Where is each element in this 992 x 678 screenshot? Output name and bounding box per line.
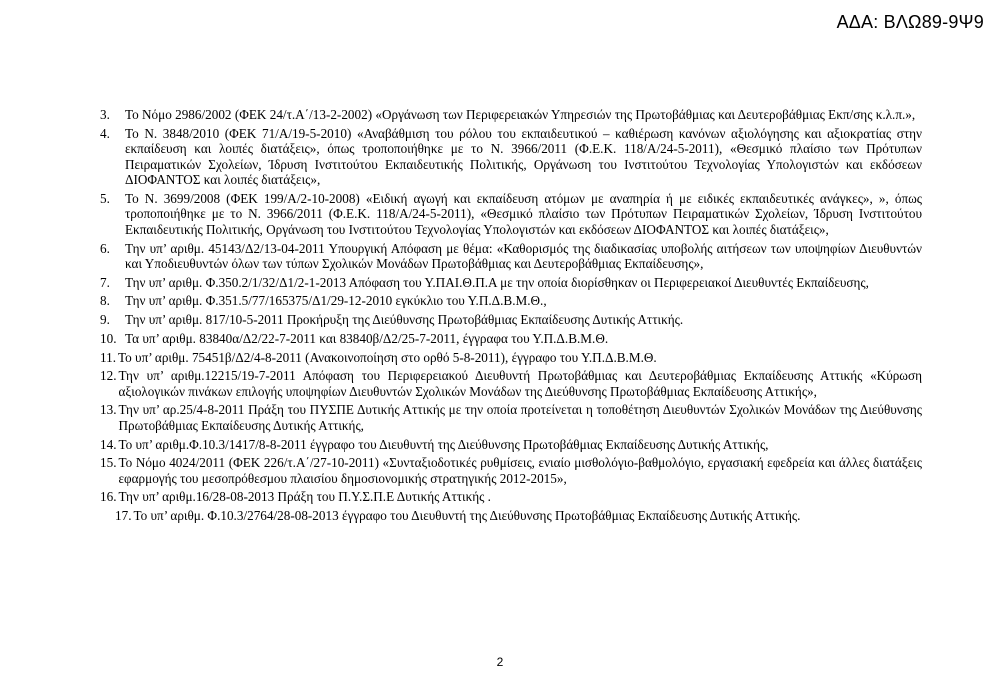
list-item xyxy=(100,455,922,486)
item-text: Την υπ’ αριθμ.16/28-08-2013 Πράξη του Π.Υ.Σ.Π.Ε Δυτικής Αττικής . xyxy=(118,489,491,505)
item-text: Την υπ’ αριθμ. 817/10-5-2011 Προκήρυξη της Διεύθυνσης Πρωτοβάθμιας Εκπαίδευσης Δυτικής Αττικής. xyxy=(125,312,684,328)
list-item xyxy=(100,402,922,433)
item-text: Την υπ’ αριθμ. Φ.350.2/1/32/Δ1/2-1-2013 Απόφαση του Υ.ΠΑΙ.Θ.Π.Α με την οποία διορίσθηκαν οι Περιφερειακοί Διευθυντές Εκπαίδευσης, xyxy=(125,274,869,290)
list-item xyxy=(100,191,922,238)
list-item xyxy=(100,350,922,366)
item-text: Το Νόμο 4024/2011 (ΦΕΚ 226/τ.Α΄/27-10-2011) «Συνταξιοδοτικές ρυθμίσεις, ενιαίο μισθολόγιο-βαθμολόγιο, εργασιακή εφεδρεία και άλλες διατάξεις εφαρμογής του μεσοπρόθεσμου πλαισίου δημοσιονομικής στρατηγικής 2012-2015», xyxy=(118,455,922,486)
list-item xyxy=(100,293,922,309)
item-number: 13. xyxy=(100,402,117,418)
item-number: 7. xyxy=(100,274,110,290)
item-text: Το υπ’ αριθμ. 75451β/Δ2/4-8-2011 (Ανακοινοποίηση στο ορθό 5-8-2011), έγγραφο του Υ.Π.Δ.Β.Μ.Θ. xyxy=(118,349,657,365)
item-number: 3. xyxy=(100,107,110,122)
page-number: 2 xyxy=(496,655,504,669)
item-number: 17. xyxy=(115,508,132,524)
item-number: 5. xyxy=(100,190,110,206)
item-text: Την υπ’ αριθμ. 45143/Δ2/13-04-2011 Υπουργική Απόφαση με θέμα: «Καθορισμός της διαδικασίας υποβολής αιτήσεων των υποψηφίων Διευθυντών και Υποδιευθυντών όλων των τύπων Σχολικών Μονάδων Πρωτοβάθμιας και Δευτεροβάθμιας Εκπαίδευσης», xyxy=(125,240,922,272)
item-number: 12. xyxy=(100,368,117,384)
item-text: Το Νόμο 2986/2002 (ΦΕΚ 24/τ.Α΄/13-2-2002) «Οργάνωση των Περιφερειακών Υπηρεσιών της Πρωτοβάθμιας και Δευτεροβάθμιας Εκπ/σης κ.λ.π.», xyxy=(125,107,916,122)
list-item xyxy=(100,331,922,347)
item-number: 9. xyxy=(100,312,110,328)
list-item xyxy=(100,489,922,505)
list-item xyxy=(100,126,922,188)
list-item xyxy=(100,312,922,328)
item-number: 14. xyxy=(100,436,117,452)
item-text: Την υπ’ αρ.25/4-8-2011 Πράξη του ΠΥΣΠΕ Δυτικής Αττικής με την οποία προτείνεται η τοποθέτηση Διευθυντών Σχολικών Μονάδων της Διεύθυνσης Πρωτοβάθμιας Εκπαίδευσης Δυτικής Αττικής, xyxy=(118,402,922,433)
item-number: 4. xyxy=(100,125,110,141)
ada-header: ΑΔΑ: ΒΛΩ89-9Ψ9 xyxy=(836,12,984,32)
item-number: 6. xyxy=(100,240,110,256)
list-item xyxy=(100,368,922,399)
item-text: Το υπ’ αριθμ. Φ.10.3/2764/28-08-2013 έγγραφο του Διευθυντή της Διεύθυνσης Πρωτοβάθμιας Εκπαίδευσης Δυτικής Αττικής. xyxy=(133,508,801,524)
list-item xyxy=(100,241,922,272)
document-body xyxy=(100,107,922,533)
item-number: 10. xyxy=(100,330,117,346)
item-text: Το υπ’ αριθμ.Φ.10.3/1417/8-8-2011 έγγραφο του Διευθυντή της Διεύθυνσης Πρωτοβάθμιας Εκπαίδευσης Δυτικής Αττικής, xyxy=(118,436,769,452)
item-number: 11. xyxy=(100,349,116,365)
item-text: Το Ν. 3699/2008 (ΦΕΚ 199/Α/2-10-2008) «Ειδική αγωγή και εκπαίδευση ατόμων με αναπηρία ή με ειδικές εκπαιδευτικές ανάγκες», », όπως τροποποιήθηκε με το Ν. 3966/2011 (Φ.Ε.Κ. 118/Α/24-5-2011), «Θεσμικό πλαίσιο των Πρότυπων Πειραματικών Σχολείων, Ίδρυση Ινστιτούτου Εκπαιδευτικής Πολιτικής, Οργάνωση του Ινστιτούτου Τεχνολογίας Υπολογιστών και εκδόσεων ΔΙΟΦΑΝΤΟΣ και λοιπές διατάξεις», xyxy=(125,190,922,237)
item-number: 15. xyxy=(100,455,117,471)
list-item xyxy=(100,437,922,453)
list-item xyxy=(115,508,922,524)
item-text: Την υπ’ αριθμ.12215/19-7-2011 Απόφαση του Περιφερειακού Διευθυντή Πρωτοβάθμιας και Δευτεροβάθμιας Εκπαίδευσης Αττικής «Κύρωση αξιολογικών πινάκων επιλογής υποψηφίων Διευθυντών Σχολικών Μονάδων της Διεύθυνσης Πρωτοβάθμιας Εκπαίδευσης Αττικής», xyxy=(118,368,922,399)
item-number: 8. xyxy=(100,293,110,309)
item-text: Την υπ’ αριθμ. Φ.351.5/77/165375/Δ1/29-12-2010 εγκύκλιο του Υ.Π.Δ.Β.Μ.Θ., xyxy=(125,293,547,309)
item-text: Τα υπ’ αριθμ. 83840α/Δ2/22-7-2011 και 83840β/Δ2/25-7-2011, έγγραφα του Υ.Π.Δ.Β.Μ.Θ. xyxy=(125,330,609,346)
item-text: Το Ν. 3848/2010 (ΦΕΚ 71/Α/19-5-2010) «Αναβάθμιση του ρόλου του εκπαιδευτικού – καθιέρωση κανόνων αξιολόγησης και αξιοκρατίας στην εκπαίδευση και λοιπές διατάξεις», όπως τροποποιήθηκε με το Ν. 3966/2011 (Φ.Ε.Κ. 118/Α/24-5-2011), «Θεσμικό πλαίσιο των Πρότυπων Πειραματικών Σχολείων, Ίδρυση Ινστιτούτου Εκπαιδευτικής Πολιτικής, Οργάνωση του Ινστιτούτου Τεχνολογίας Υπολογιστών και εκδόσεων ΔΙΟΦΑΝΤΟΣ και λοιπές διατάξεις», xyxy=(125,125,922,188)
list-item xyxy=(100,107,922,123)
list-item xyxy=(100,275,922,291)
item-number: 16. xyxy=(100,489,117,505)
